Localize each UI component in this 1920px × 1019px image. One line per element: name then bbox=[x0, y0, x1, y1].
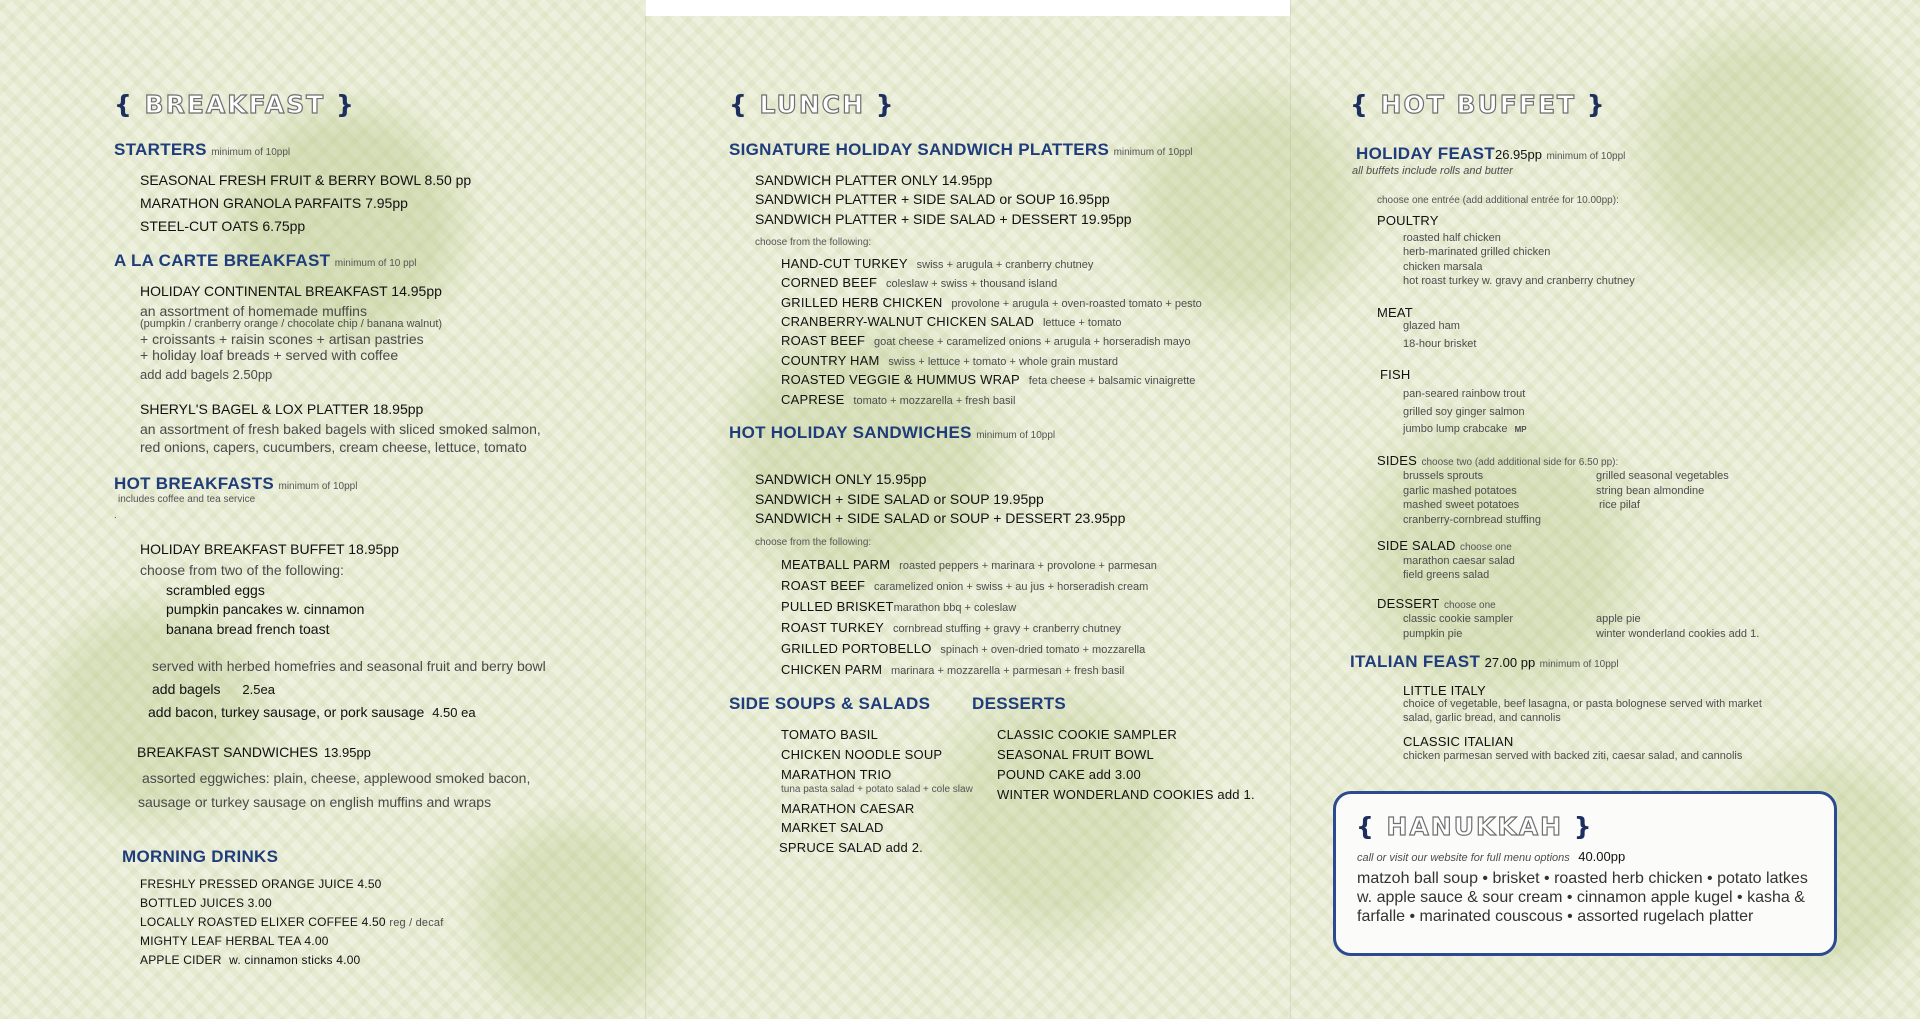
sandwich-row bbox=[781, 294, 1202, 312]
italian-feast-note: minimum of 10ppl bbox=[1539, 659, 1619, 670]
dessert-item: classic cookie sampler bbox=[1403, 613, 1514, 625]
add-bacon-label: add bacon, turkey sausage, or pork sausage bbox=[148, 704, 425, 720]
menu-item: HOLIDAY BREAKFAST BUFFET 18.95pp bbox=[140, 541, 399, 557]
sandwich-desc: marathon bbq + coleslaw bbox=[893, 602, 1017, 614]
sandwich-row bbox=[781, 255, 1093, 273]
sandwich-option: SANDWICH ONLY 15.95pp bbox=[755, 471, 927, 487]
dessert-note: choose one bbox=[1444, 600, 1496, 611]
side-salad-note: choose one bbox=[1460, 542, 1512, 553]
hot-breakfasts-heading-row bbox=[114, 474, 357, 494]
dessert-item: SEASONAL FRUIT BOWL bbox=[997, 747, 1154, 762]
sandwich-desc: lettuce + tomato bbox=[1042, 317, 1122, 329]
sandwich-name: ROASTED VEGGIE & HUMMUS WRAP bbox=[781, 372, 1020, 387]
brace-open: { bbox=[1356, 812, 1387, 841]
category-label: SIDE SALAD bbox=[1377, 538, 1456, 553]
breakfast-title-text: BREAKFAST bbox=[144, 90, 326, 119]
lunch-title bbox=[729, 90, 896, 119]
hanukkah-menu-line: w. apple sauce & sour cream • cinnamon apple kugel • kasha & bbox=[1357, 889, 1805, 906]
alacarte-heading: A LA CARTE BREAKFAST bbox=[114, 251, 331, 270]
entree-item: grilled soy ginger salmon bbox=[1403, 406, 1525, 418]
entree-item: chicken marsala bbox=[1403, 261, 1483, 273]
sandwich-row bbox=[781, 598, 1016, 616]
entree-item: glazed ham bbox=[1403, 320, 1460, 332]
sandwich-desc: tomato + mozzarella + fresh basil bbox=[853, 395, 1016, 407]
breakfast-sandwiches-price: 13.95pp bbox=[323, 745, 371, 760]
item-description: (pumpkin / cranberry orange / chocolate chip / banana walnut) bbox=[140, 318, 443, 330]
drink-note: w. cinnamon sticks 4.00 bbox=[229, 953, 361, 967]
hanukkah-title bbox=[1356, 812, 1594, 841]
starters-heading: STARTERS bbox=[114, 140, 207, 159]
sandwich-option: SANDWICH + SIDE SALAD or SOUP + DESSERT 23.95pp bbox=[755, 510, 1126, 526]
market-price-tag: MP bbox=[1514, 425, 1527, 434]
italian-desc: chicken parmesan served with backed ziti, caesar salad, and cannolis bbox=[1403, 750, 1743, 762]
hanukkah-menu-line: farfalle • marinated couscous • assorted rugelach platter bbox=[1357, 908, 1754, 925]
sandwich-row bbox=[781, 556, 1157, 574]
salad-item: marathon caesar salad bbox=[1403, 555, 1515, 567]
category-label: DESSERT bbox=[1377, 596, 1440, 611]
item-description: + holiday loaf breads + served with coffee bbox=[140, 347, 399, 363]
soup-item: MARATHON CAESAR bbox=[781, 801, 915, 816]
soup-item: MARATHON TRIO bbox=[781, 767, 892, 782]
entree-item: roasted half chicken bbox=[1403, 232, 1501, 244]
menu-item: SHERYL'S BAGEL & LOX PLATTER 18.95pp bbox=[140, 401, 424, 417]
dessert-item: POUND CAKE add 3.00 bbox=[997, 767, 1141, 782]
choose-note: choose one entrée (add additional entrée for 10.00pp): bbox=[1377, 195, 1619, 206]
sandwich-desc: coleslaw + swiss + thousand island bbox=[886, 278, 1058, 290]
signature-heading-row bbox=[729, 140, 1192, 160]
item-description: served with herbed homefries and seasonal fruit and berry bowl bbox=[152, 658, 546, 674]
add-bagels-row bbox=[152, 681, 275, 697]
lunch-title-text: LUNCH bbox=[759, 90, 866, 119]
hot-breakfasts-heading: HOT BREAKFASTS bbox=[114, 474, 275, 493]
sandwich-name: GRILLED HERB CHICKEN bbox=[781, 295, 943, 310]
menu-item: HOLIDAY CONTINENTAL BREAKFAST 14.95pp bbox=[140, 283, 442, 299]
choose-note: choose from the following: bbox=[755, 537, 872, 548]
italian-desc: salad, garlic bread, and cannolis bbox=[1403, 712, 1561, 724]
italian-feast-price: 27.00 pp bbox=[1484, 655, 1536, 670]
italian-feast-heading-row bbox=[1350, 652, 1619, 672]
sandwich-name: PULLED BRISKET bbox=[781, 599, 894, 614]
item-description: + croissants + raisin scones + artisan pastries bbox=[140, 331, 424, 347]
side-item: grilled seasonal vegetables bbox=[1596, 470, 1729, 482]
starters-heading-row bbox=[114, 140, 290, 160]
category-label: MEAT bbox=[1377, 305, 1413, 320]
brace-close: } bbox=[325, 90, 356, 119]
sandwich-name: ROAST BEEF bbox=[781, 578, 866, 593]
soup-desc: tuna pasta salad + potato salad + cole slaw bbox=[781, 784, 973, 795]
hanukkah-box bbox=[1333, 791, 1837, 956]
item-description: an assortment of homemade muffins bbox=[140, 303, 367, 319]
soup-item: SPRUCE SALAD add 2. bbox=[779, 840, 923, 855]
salad-item: field greens salad bbox=[1403, 569, 1490, 581]
side-item: mashed sweet potatoes bbox=[1403, 499, 1520, 511]
holiday-feast-heading: HOLIDAY FEAST bbox=[1356, 144, 1495, 163]
sandwich-name: MEATBALL PARM bbox=[781, 557, 891, 572]
sandwich-name: CHICKEN PARM bbox=[781, 662, 883, 677]
drink-item: APPLE CIDER bbox=[140, 953, 222, 967]
dessert-heading-row bbox=[1377, 595, 1496, 613]
side-salad-heading-row bbox=[1377, 537, 1512, 555]
brace-close: } bbox=[865, 90, 896, 119]
add-bacon-price: 4.50 ea bbox=[432, 705, 476, 720]
drink-item: BOTTLED JUICES 3.00 bbox=[140, 896, 272, 910]
buffet-option: banana bread french toast bbox=[166, 621, 330, 637]
sandwich-desc: swiss + lettuce + tomato + whole grain mustard bbox=[888, 356, 1118, 368]
brace-close: } bbox=[1563, 812, 1594, 841]
drink-cider-row bbox=[140, 953, 360, 967]
soup-item: MARKET SALAD bbox=[781, 820, 884, 835]
drink-coffee-row bbox=[140, 915, 444, 929]
add-bagels-label: add bagels bbox=[152, 681, 221, 697]
side-item: cranberry-cornbread stuffing bbox=[1403, 514, 1541, 526]
sandwich-row bbox=[781, 619, 1121, 637]
sandwich-row bbox=[781, 640, 1145, 658]
dessert-item: winter wonderland cookies add 1. bbox=[1596, 628, 1760, 640]
sandwich-name: ROAST BEEF bbox=[781, 333, 866, 348]
item-description: assorted eggwiches: plain, cheese, applewood smoked bacon, bbox=[142, 770, 531, 786]
brace-open: { bbox=[729, 90, 760, 119]
hot-sandwiches-note: minimum of 10ppl bbox=[976, 430, 1056, 441]
hanukkah-menu-line: matzoh ball soup • brisket • roasted herb chicken • potato latkes bbox=[1357, 870, 1808, 887]
entree-item: 18-hour brisket bbox=[1403, 338, 1477, 350]
hanukkah-note: call or visit our website for full menu options bbox=[1357, 852, 1570, 864]
platter-option: SANDWICH PLATTER + SIDE SALAD or SOUP 16.95pp bbox=[755, 191, 1110, 207]
hot-breakfasts-subnote: includes coffee and tea service bbox=[118, 494, 256, 505]
platter-option: SANDWICH PLATTER + SIDE SALAD + DESSERT 19.95pp bbox=[755, 211, 1132, 227]
category-label: SIDES bbox=[1377, 453, 1418, 468]
soup-item: TOMATO BASIL bbox=[781, 727, 879, 742]
italian-desc: choice of vegetable, beef lasagna, or pasta bolognese served with market bbox=[1403, 698, 1762, 710]
sandwich-desc: roasted peppers + marinara + provolone + parmesan bbox=[899, 560, 1157, 572]
sandwich-option: SANDWICH + SIDE SALAD or SOUP 19.95pp bbox=[755, 491, 1044, 507]
drink-item: FRESHLY PRESSED ORANGE JUICE 4.50 bbox=[140, 877, 382, 891]
holiday-feast-subnote: all buffets include rolls and butter bbox=[1352, 165, 1513, 177]
panel-fold bbox=[645, 0, 646, 1019]
starters-note: minimum of 10ppl bbox=[211, 147, 291, 158]
italian-option: CLASSIC ITALIAN bbox=[1403, 734, 1514, 749]
buffet-option: pumpkin pancakes w. cinnamon bbox=[166, 601, 365, 617]
sandwich-row bbox=[781, 313, 1122, 331]
choose-note: choose from the following: bbox=[755, 237, 872, 248]
dessert-item: CLASSIC COOKIE SAMPLER bbox=[997, 727, 1177, 742]
category-label: POULTRY bbox=[1377, 213, 1439, 228]
crabcake-row bbox=[1403, 423, 1527, 435]
signature-heading: SIGNATURE HOLIDAY SANDWICH PLATTERS bbox=[729, 140, 1110, 159]
item-description: red onions, capers, cucumbers, cream cheese, lettuce, tomato bbox=[140, 439, 527, 455]
dessert-item: pumpkin pie bbox=[1403, 628, 1463, 640]
add-bagels-price: 2.5ea bbox=[242, 682, 275, 697]
breakfast-sandwiches-label: BREAKFAST SANDWICHES bbox=[137, 744, 319, 760]
menu-item: SEASONAL FRESH FRUIT & BERRY BOWL 8.50 pp bbox=[140, 172, 472, 188]
breakfast-sandwiches-row bbox=[137, 744, 371, 760]
top-white-strip bbox=[645, 0, 1290, 16]
side-item: string bean almondine bbox=[1596, 485, 1705, 497]
desserts-heading: DESSERTS bbox=[972, 694, 1067, 713]
sandwich-row bbox=[781, 332, 1190, 350]
dessert-item: WINTER WONDERLAND COOKIES add 1. bbox=[997, 787, 1255, 802]
entree-item: herb-marinated grilled chicken bbox=[1403, 246, 1551, 258]
sandwich-row bbox=[781, 661, 1124, 679]
alacarte-heading-row bbox=[114, 251, 416, 271]
sandwich-row bbox=[781, 391, 1015, 409]
brace-open: { bbox=[114, 90, 145, 119]
side-item: rice pilaf bbox=[1599, 499, 1640, 511]
add-bacon-row bbox=[148, 704, 476, 720]
italian-feast-heading: ITALIAN FEAST bbox=[1350, 652, 1481, 671]
breakfast-title bbox=[114, 90, 356, 119]
buffet-title bbox=[1350, 90, 1607, 119]
holiday-feast-price: 26.95pp bbox=[1494, 147, 1542, 162]
sandwich-desc: goat cheese + caramelized onions + arugula + horseradish mayo bbox=[874, 336, 1191, 348]
sandwich-desc: cornbread stuffing + gravy + cranberry chutney bbox=[892, 623, 1121, 635]
menu-item: STEEL-CUT OATS 6.75pp bbox=[140, 218, 306, 234]
drink-item: MIGHTY LEAF HERBAL TEA 4.00 bbox=[140, 934, 329, 948]
sandwich-name: CORNED BEEF bbox=[781, 275, 878, 290]
hanukkah-price: 40.00pp bbox=[1578, 849, 1626, 864]
entree-item: jumbo lump crabcake bbox=[1403, 423, 1508, 435]
sides-heading-row bbox=[1377, 452, 1618, 470]
panel-fold bbox=[1290, 0, 1291, 1019]
sandwich-desc: provolone + arugula + oven-roasted tomato + pesto bbox=[951, 298, 1202, 310]
sandwich-row bbox=[781, 352, 1118, 370]
sandwich-name: COUNTRY HAM bbox=[781, 353, 880, 368]
signature-note: minimum of 10ppl bbox=[1113, 147, 1193, 158]
sandwich-desc: spinach + oven-dried tomato + mozzarella bbox=[940, 644, 1146, 656]
alacarte-note: minimum of 10 ppl bbox=[334, 258, 417, 269]
sandwich-name: ROAST TURKEY bbox=[781, 620, 885, 635]
soups-heading: SIDE SOUPS & SALADS bbox=[729, 694, 931, 713]
category-label: FISH bbox=[1380, 367, 1411, 382]
sandwich-row bbox=[781, 577, 1148, 595]
item-description: choose from two of the following: bbox=[140, 562, 344, 578]
buffet-option: scrambled eggs bbox=[166, 582, 265, 598]
hanukkah-note-row bbox=[1357, 848, 1625, 866]
sandwich-desc: marinara + mozzarella + parmesan + fresh basil bbox=[891, 665, 1125, 677]
hanukkah-title-text: HANUKKAH bbox=[1386, 812, 1564, 841]
entree-item: hot roast turkey w. gravy and cranberry chutney bbox=[1403, 275, 1635, 287]
brace-close: } bbox=[1576, 90, 1607, 119]
brace-open: { bbox=[1350, 90, 1381, 119]
drink-item: LOCALLY ROASTED ELIXER COFFEE 4.50 bbox=[140, 915, 386, 929]
sandwich-desc: feta cheese + balsamic vinaigrette bbox=[1028, 375, 1196, 387]
sandwich-name: CAPRESE bbox=[781, 392, 845, 407]
platter-option: SANDWICH PLATTER ONLY 14.95pp bbox=[755, 172, 993, 188]
dessert-item: apple pie bbox=[1596, 613, 1641, 625]
buffet-title-text: HOT BUFFET bbox=[1380, 90, 1577, 119]
item-description: add add bagels 2.50pp bbox=[140, 367, 273, 382]
sandwich-name: HAND-CUT TURKEY bbox=[781, 256, 908, 271]
drink-note: reg / decaf bbox=[389, 917, 444, 929]
side-item: brussels sprouts bbox=[1403, 470, 1484, 482]
morning-drinks-heading: MORNING DRINKS bbox=[122, 847, 279, 866]
sandwich-desc: caramelized onion + swiss + au jus + horseradish cream bbox=[874, 581, 1149, 593]
holiday-feast-heading-row bbox=[1356, 144, 1625, 164]
sandwich-desc: swiss + arugula + cranberry chutney bbox=[916, 259, 1094, 271]
menu-item: MARATHON GRANOLA PARFAITS 7.95pp bbox=[140, 195, 408, 211]
stray-dot: . bbox=[114, 510, 117, 521]
hot-sandwiches-heading: HOT HOLIDAY SANDWICHES bbox=[729, 423, 972, 442]
item-description: an assortment of fresh baked bagels with sliced smoked salmon, bbox=[140, 421, 541, 437]
italian-option: LITTLE ITALY bbox=[1403, 683, 1486, 698]
sandwich-row bbox=[781, 371, 1195, 389]
hot-breakfasts-note: minimum of 10ppl bbox=[278, 481, 358, 492]
entree-item: pan-seared rainbow trout bbox=[1403, 388, 1526, 400]
hot-sandwiches-heading-row bbox=[729, 423, 1055, 443]
sandwich-name: CRANBERRY-WALNUT CHICKEN SALAD bbox=[781, 314, 1035, 329]
sandwich-name: GRILLED PORTOBELLO bbox=[781, 641, 932, 656]
sides-note: choose two (add additional side for 6.50 pp): bbox=[1421, 457, 1619, 468]
soup-item: CHICKEN NOODLE SOUP bbox=[781, 747, 943, 762]
side-item: garlic mashed potatoes bbox=[1403, 485, 1517, 497]
sandwich-row bbox=[781, 274, 1057, 292]
holiday-feast-note: minimum of 10ppl bbox=[1546, 151, 1626, 162]
item-description: sausage or turkey sausage on english muffins and wraps bbox=[138, 794, 492, 810]
